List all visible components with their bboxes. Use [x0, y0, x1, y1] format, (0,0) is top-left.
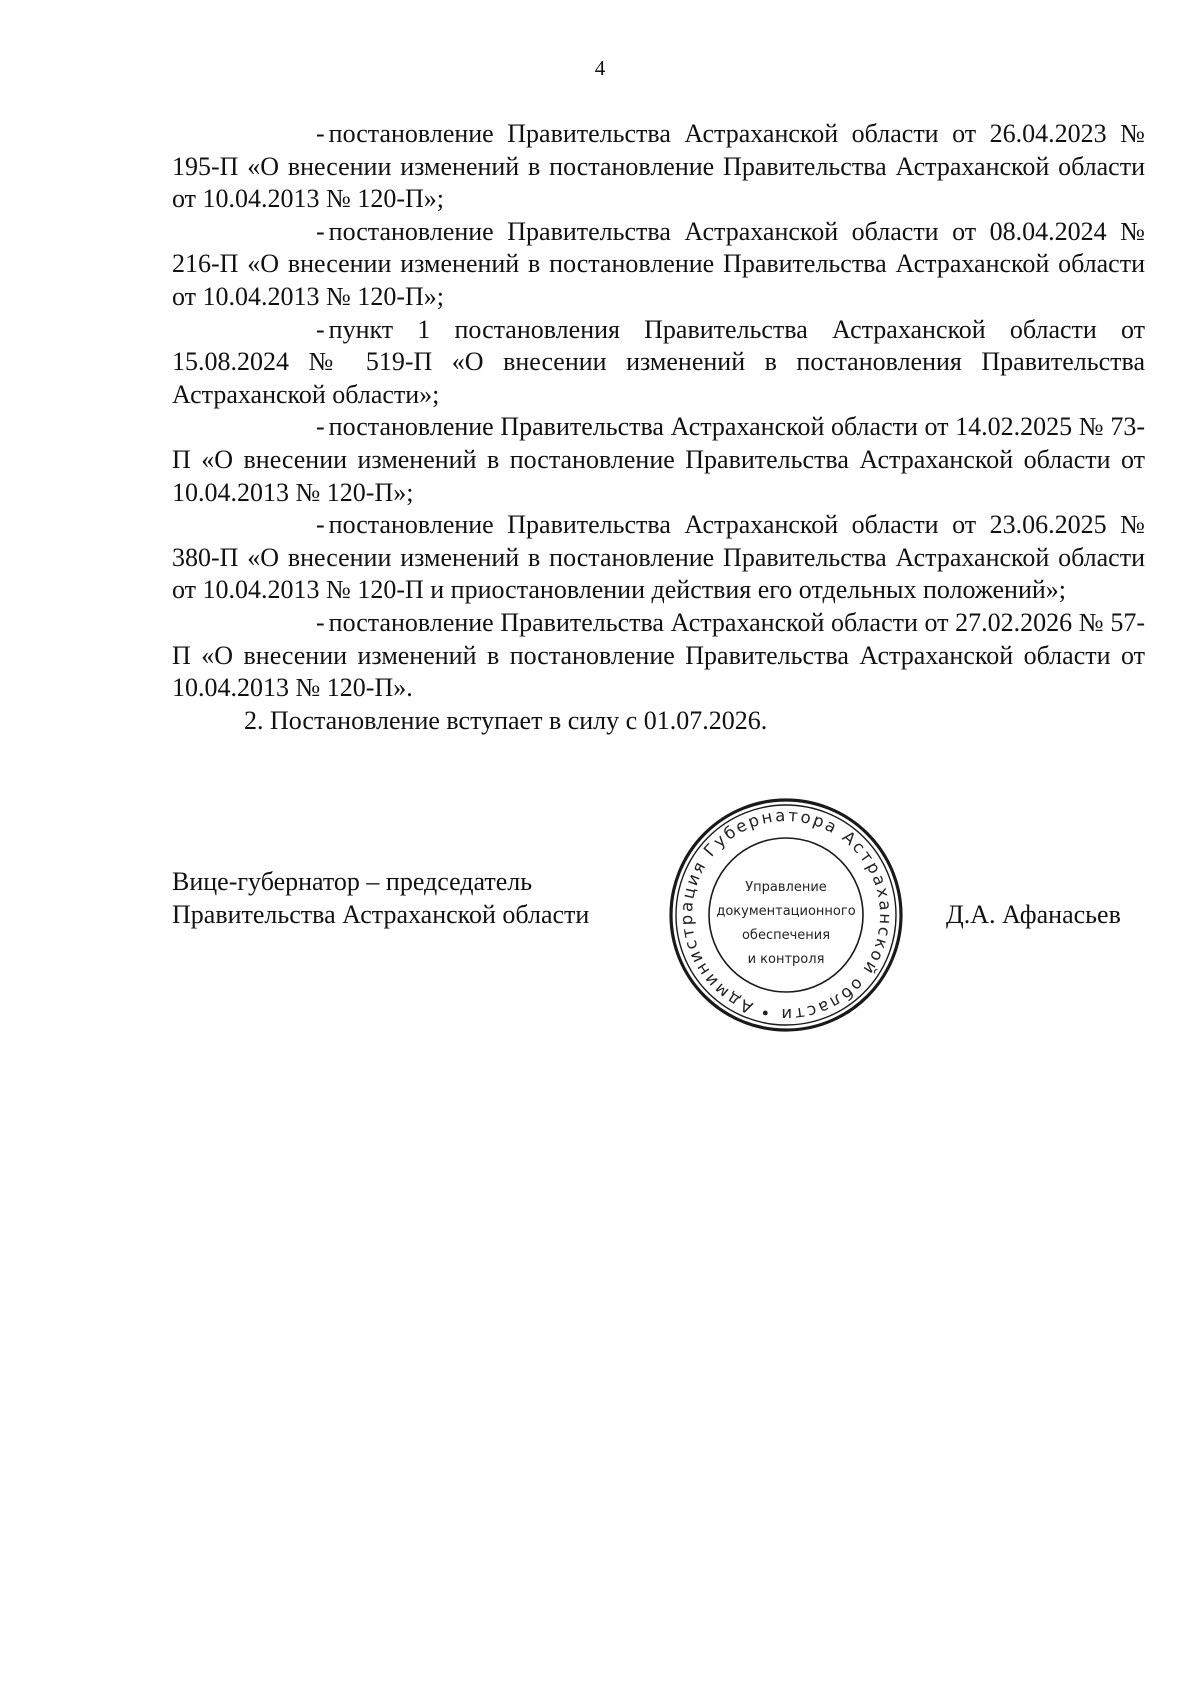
seal-inner-line-3: обеспечения — [741, 928, 831, 943]
seal-inner-line-4: и контроля — [747, 952, 825, 967]
signatory-name: Д.А. Афанасьев — [946, 900, 1121, 929]
list-item-text: постановление Правительства Астраханской области от 14.02.2025 № 73-П «О внесении изменений в постановление Правительства Астраханской области от 10.04.2013 № 120-П»; — [172, 412, 1145, 507]
official-seal-graphic — [668, 797, 904, 1033]
signatory-title-line-1: Вице-губернатор – председатель — [172, 867, 533, 896]
list-item-text: постановление Правительства Астраханской области от 26.04.2023 № 195-П «О внесении изменений в постановление Правительства Астраханской области от 10.04.2013 № 120-П»; — [172, 119, 1145, 214]
list-item-text: постановление Правительства Астраханской области от 27.02.2026 № 57-П «О внесении изменений в постановление Правительства Астраханской области от 10.04.2013 № 120-П». — [172, 607, 1145, 703]
list-item-text: постановление Правительства Астраханской области от 08.04.2024 № 216-П «О внесении изменений в постановление Правительства Астраханской области от 10.04.2013 № 120-П»; — [172, 216, 1145, 311]
list-item-text: пункт 1 постановления Правительства Астраханской области от 15.08.2024 № 519-П «О внесении изменений в постановления Правительства Астраханской области»; — [172, 314, 1145, 409]
list-dash: - — [316, 412, 325, 442]
seal-ring-separator: • — [757, 1001, 773, 1023]
signatory-title-line-2: Правительства Астраханской области — [172, 899, 590, 929]
list-item — [172, 314, 1145, 412]
signatory-title — [172, 866, 589, 931]
list-item — [172, 216, 1145, 314]
page-number: 4 — [594, 56, 606, 80]
list-item — [172, 118, 1145, 216]
seal-ring-title: Администрация Губернатора Астраханской области — [676, 805, 896, 1025]
list-dash: - — [316, 607, 325, 637]
document-body — [172, 118, 1145, 737]
list-dash: - — [316, 314, 325, 344]
list-item-text: постановление Правительства Астраханской области от 23.06.2025 № 380-П «О внесении изменений в постановление Правительства Астраханской области от 10.04.2013 № 120-П и приостановлении действия его отдельных положений»; — [172, 510, 1145, 605]
list-dash: - — [316, 119, 325, 148]
list-item — [172, 411, 1145, 509]
seal-inner-line-2: документационного — [716, 904, 856, 919]
list-item — [172, 607, 1145, 705]
effective-date-clause: 2. Постановление вступает в силу с 01.07.2026. — [244, 705, 768, 735]
official-seal — [668, 797, 904, 1033]
list-dash: - — [316, 510, 325, 540]
list-dash: - — [316, 216, 325, 246]
seal-inner-line-1: Управление — [745, 880, 827, 895]
list-item — [172, 509, 1145, 607]
